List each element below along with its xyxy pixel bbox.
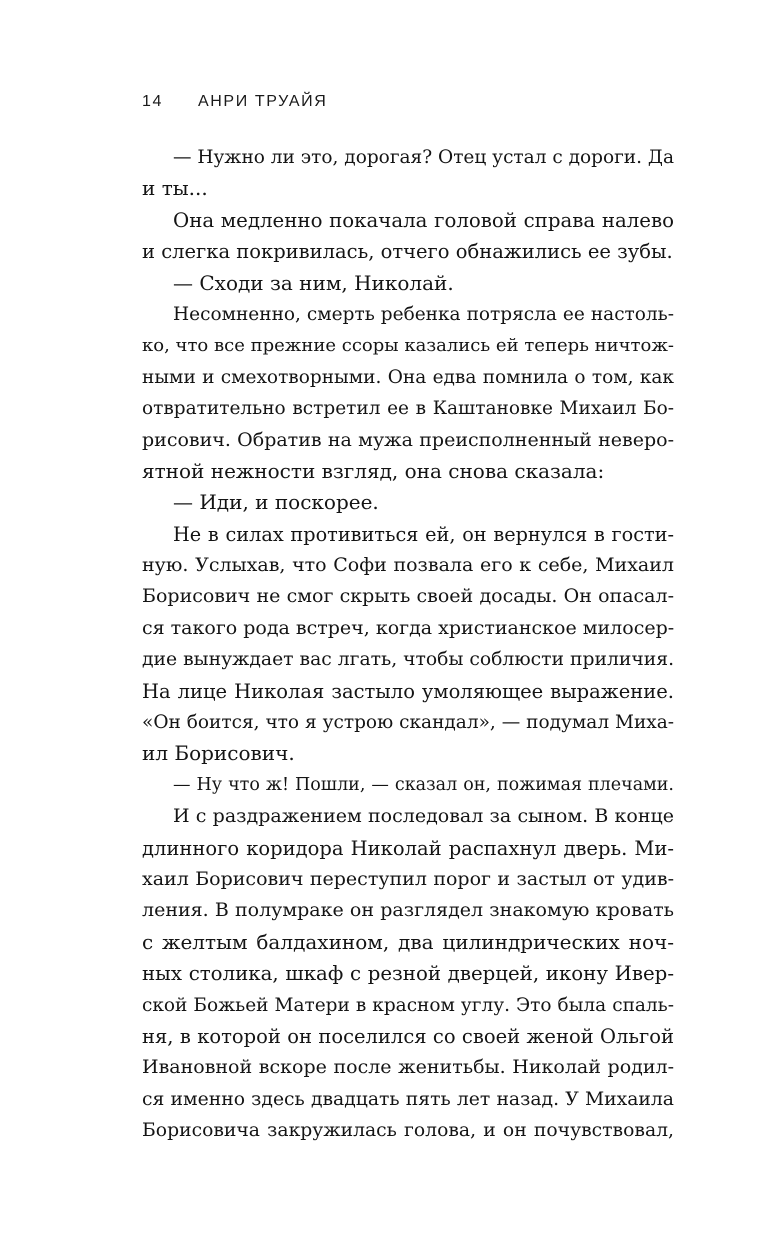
text-line: ня, в которой он поселился со своей женой Ольгой — [142, 1024, 674, 1048]
text-line: ко, что все прежние ссоры казались ей теперь ничтож- — [142, 335, 674, 357]
text-line: ся такого рода встреч, когда христианское милосер- — [142, 616, 675, 639]
text-line: Она медленно покачала головой справа налево — [173, 208, 674, 232]
text-line: хаил Борисович переступил порог и застыл от удив- — [142, 867, 674, 890]
text-line: Не в силах противиться ей, он вернулся в гости- — [173, 522, 674, 546]
text-line: — Сходи за ним, Николай. — [173, 270, 454, 295]
text-line: и слегка покривилась, отчего обнажились ее зубы. — [142, 240, 673, 264]
text-line: — Ну что ж! Пошли, — сказал он, пожимая плечами. — [173, 774, 674, 795]
text-line: ными и смехотворными. Она едва помнила о том, как — [142, 366, 674, 388]
text-line: длинного коридора Николай распахнул дверь. Ми- — [142, 836, 674, 860]
text-line: ятной нежности взгляд, она снова сказала: — [142, 458, 605, 483]
text-line: Ивановной вскоре после женитьбы. Николай родил- — [142, 1056, 674, 1079]
text-line: ской Божьей Матери в красном углу. Это была спаль- — [142, 994, 674, 1016]
running-title: АНРИ ТРУАЙЯ — [198, 93, 328, 110]
text-line: Борисович не смог скрыть своей досады. Он опасал- — [142, 585, 674, 608]
body-text — [142, 142, 674, 1147]
text-line: ную. Услыхав, что Софи позвала его к себе, Михаил — [142, 554, 674, 577]
text-line: Борисовича закружилась голова, и он почувствовал, — [142, 1120, 674, 1142]
text-line: отвратительно встретил ее в Каштановке Михаил Бо- — [142, 398, 674, 420]
text-line: — Нужно ли это, дорогая? Отец устал с дороги. Да — [173, 147, 674, 168]
text-line: и ты... — [142, 176, 208, 201]
text-line: с желтым балдахином, два цилиндрических ноч- — [142, 929, 674, 954]
text-line: Несомненно, смерть ребенка потрясла ее настоль- — [173, 303, 674, 325]
page-number: 14 — [142, 93, 163, 110]
text-line: ся именно здесь двадцать пять лет назад. У Михаила — [142, 1088, 674, 1110]
text-line: ил Борисович. — [142, 741, 295, 766]
text-line: На лице Николая застыло умоляющее выражение. — [142, 679, 674, 703]
text-line: «Он боится, что я устрою скандал», — подумал Миха- — [142, 712, 674, 734]
text-line: дие вынуждает вас лгать, чтобы соблюсти приличия. — [142, 649, 675, 671]
text-line: ных столика, шкаф с резной дверцей, икону Ивер- — [142, 962, 674, 986]
text-line: рисович. Обратив на мужа преисполненный неверо- — [142, 428, 674, 451]
text-line: — Иди, и поскорее. — [173, 490, 379, 515]
text-line: ления. В полумраке он разглядел знакомую кровать — [142, 899, 674, 922]
text-line: И с раздражением последовал за сыном. В конце — [173, 805, 674, 828]
running-header — [142, 93, 327, 111]
